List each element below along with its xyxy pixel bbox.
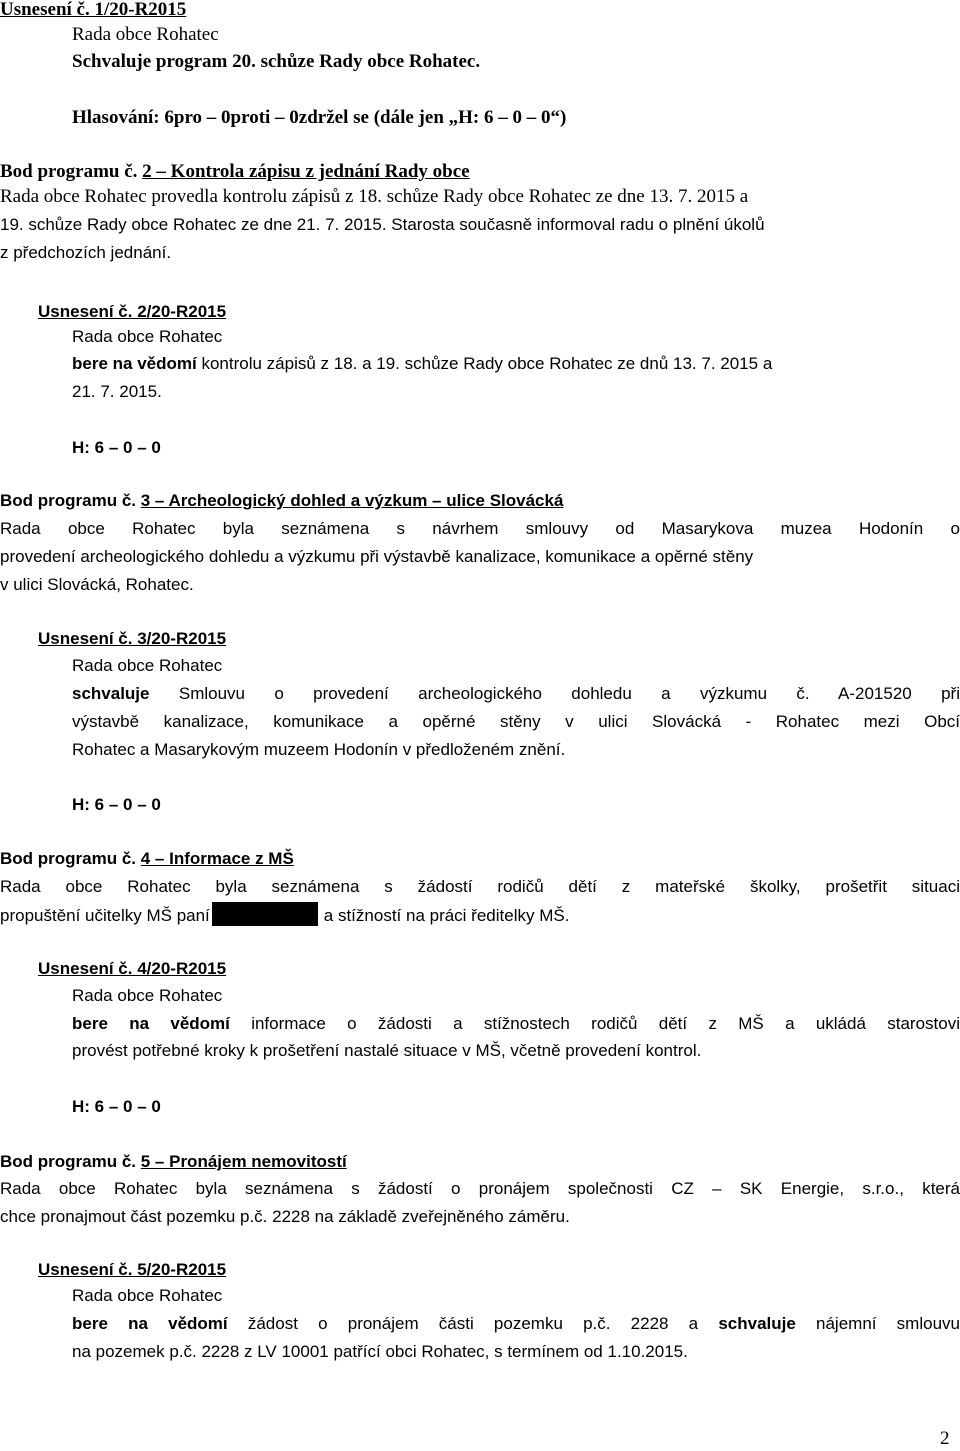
agenda-item-title: 4 – Informace z MŠ [140,849,294,868]
agenda-description-line: v ulici Slovácká, Rohatec. [0,575,194,594]
resolution-decision [72,353,772,375]
description-text: propuštění učitelky MŠ paní [0,906,210,925]
resolution-body: Rada obce Rohatec [72,986,223,1005]
agenda-item-prefix: Bod programu č. [0,161,138,182]
agenda-description-line: Rada obce Rohatec byla seznámena s žádostí rodičů dětí z mateřské školky, prošetřit situaci [0,877,960,896]
decision-keyword: schvaluje [72,684,150,703]
resolution-decision [72,1313,960,1335]
vote-result: H: 6 – 0 – 0 [72,438,161,457]
agenda-item-heading [0,848,294,870]
vote-result: H: 6 – 0 – 0 [72,795,161,814]
page-number: 2 [940,1428,950,1449]
agenda-item-prefix: Bod programu č. [0,491,137,510]
decision-text: žádost o pronájem části pozemku p.č. 2228 a [247,1314,699,1333]
decision-keyword: bere na vědomí [72,1314,228,1333]
vote-result: H: 6 – 0 – 0 [72,1097,161,1116]
agenda-description-line: chce pronajmout část pozemku p.č. 2228 na základě zveřejněného záměru. [0,1207,570,1226]
agenda-item-heading [0,490,563,512]
resolution-body: Rada obce Rohatec [72,1286,223,1305]
resolution-number: Usnesení č. 5/20-R2015 [38,1260,227,1279]
resolution-text [72,51,480,73]
agenda-description-line: Rada obce Rohatec byla seznámena s návrhem smlouvy od Masarykova muzea Hodonín o [0,519,960,538]
resolution-number: Usnesení č. 1/20-R2015 [0,0,187,20]
agenda-item-prefix: Bod programu č. [0,849,137,868]
resolution-number: Usnesení č. 3/20-R2015 [38,629,227,648]
resolution-body: Rada obce Rohatec [72,24,219,45]
agenda-item-title: 5 – Pronájem nemovitostí [140,1152,347,1171]
decision-text: Smlouvu o provedení archeologického dohledu a výzkumu č. A-201520 při [178,684,960,703]
agenda-item-prefix: Bod programu č. [0,1152,137,1171]
decision-keyword-approve: schvaluje [718,1314,796,1333]
decision-keyword: bere na vědomí [72,354,197,373]
agenda-item-title: 3 – Archeologický dohled a výzkum – ulice Slovácká [140,491,564,510]
agenda-item-heading [0,161,470,183]
redaction-box [212,902,318,926]
agenda-item-heading [0,1151,347,1173]
resolution-decision-cont: na pozemek p.č. 2228 z LV 10001 patřící obci Rohatec, s termínem od 1.10.2015. [72,1342,688,1361]
agenda-description-line: 19. schůze Rady obce Rohatec ze dne 21. 7. 2015. Starosta současně informoval radu o plnění úkolů [0,215,765,234]
resolution-decision [72,1013,960,1035]
vote-legend: Hlasování: 6pro – 0proti – 0zdržel se (dále jen „H: 6 – 0 – 0“) [72,107,567,128]
decision-text: informace o žádosti a stížnostech rodičů dětí z MŠ a ukládá starostovi [251,1014,960,1033]
resolution-decision [72,683,960,705]
resolution-decision-cont: provést potřebné kroky k prošetření nastalé situace v MŠ, včetně provedení kontrol. [72,1041,702,1060]
resolution-number: Usnesení č. 2/20-R2015 [38,302,227,321]
resolution-decision-cont: 21. 7. 2015. [72,382,162,401]
agenda-description-line: Rada obce Rohatec byla seznámena s žádostí o pronájem společnosti CZ – SK Energie, s.r.o., která [0,1179,960,1198]
decision-text: nájemní smlouvu [816,1314,960,1333]
resolution-decision-cont: Rohatec a Masarykovým muzeem Hodonín v předloženém znění. [72,740,566,759]
decision-text: kontrolu zápisů z 18. a 19. schůze Rady obce Rohatec ze dnů 13. 7. 2015 a [201,354,773,373]
agenda-description-line [0,902,569,927]
resolution-text-content: Schvaluje program 20. schůze Rady obce Rohatec. [72,51,481,72]
agenda-description-line: z předchozích jednání. [0,243,172,262]
resolution-number: Usnesení č. 4/20-R2015 [38,959,227,978]
agenda-description-line: Rada obce Rohatec provedla kontrolu zápisů z 18. schůze Rady obce Rohatec ze dne 13. 7. 2015 a [0,186,749,207]
description-text: a stížností na práci ředitelky MŠ. [323,906,570,925]
agenda-item-title: 2 – Kontrola zápisu z jednání Rady obce [142,161,470,182]
agenda-description-line: provedení archeologického dohledu a výzkumu při výstavbě kanalizace, komunikace a opěrné stěny [0,547,754,566]
resolution-decision-cont: výstavbě kanalizace, komunikace a opěrné stěny v ulici Slovácká - Rohatec mezi Obcí [72,712,960,731]
resolution-body: Rada obce Rohatec [72,327,223,346]
decision-keyword: bere na vědomí [72,1014,230,1033]
resolution-body: Rada obce Rohatec [72,656,223,675]
